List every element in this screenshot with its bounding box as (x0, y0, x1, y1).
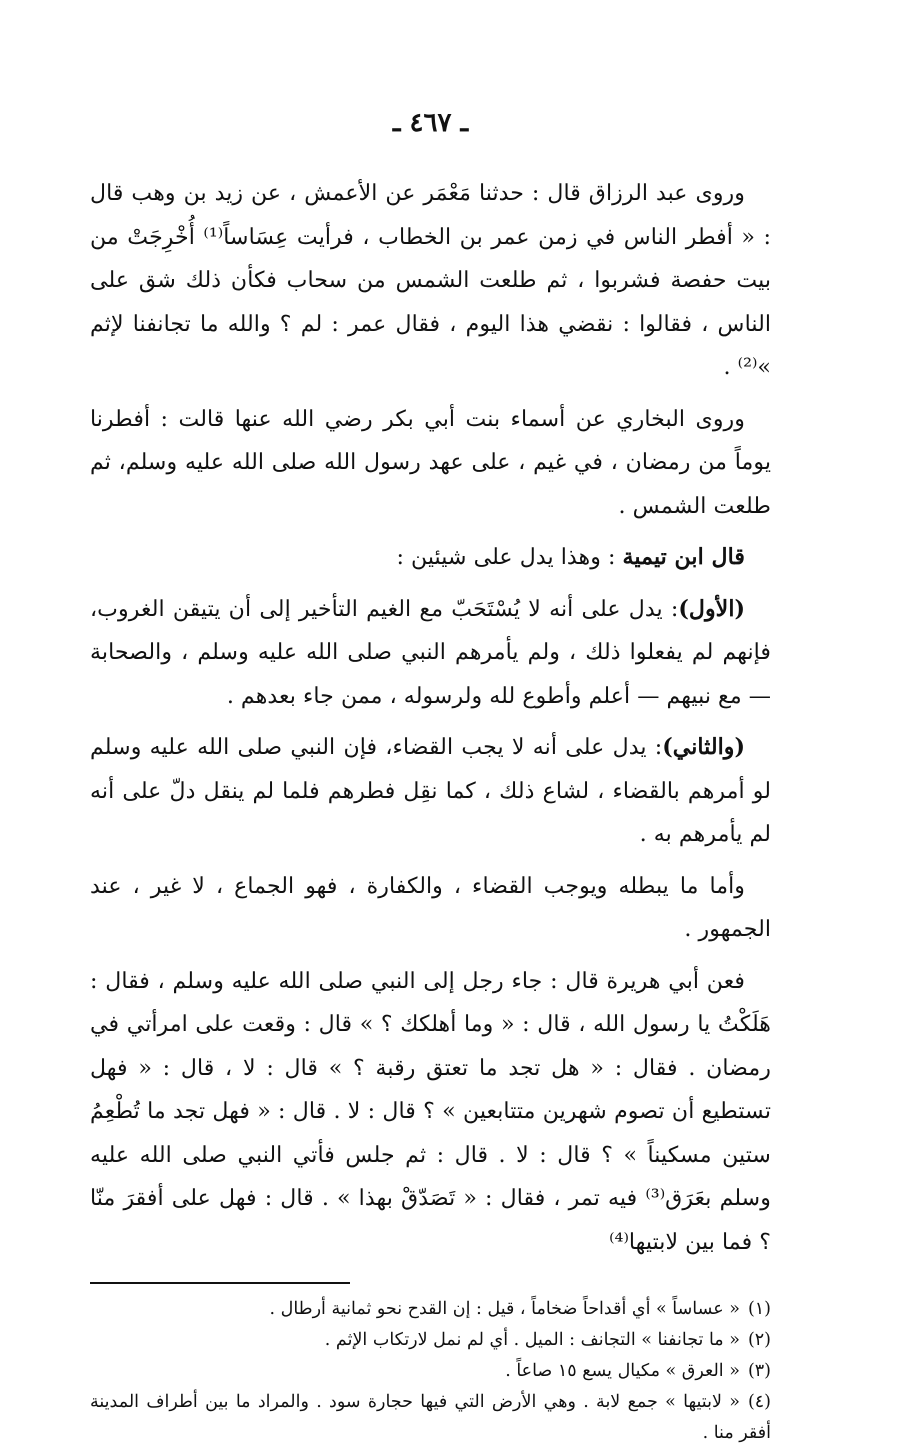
footnote-number: (٢) (747, 1330, 771, 1350)
footnote-number: (١) (747, 1299, 771, 1319)
paragraph-text: : يدل على أنه لا يجب القضاء، فإن النبي صلى الله عليه وسلم لو أمرهم بالقضاء ، لشاع ذلك ، كما نقِل فطرهم فلما لم ينقل دلّ على أنه لم يأمرهم به . (90, 734, 771, 847)
paragraph-abu-hurairah (90, 960, 771, 1265)
paragraph-text: وروى البخاري عن أسماء بنت أبي بكر رضي الله عنها قالت : أفطرنا يوماً من رمضان ، في غيم ، على عهد رسول الله صلى الله عليه وسلم، ثم طلعت الشمس . (90, 405, 771, 519)
paragraph-lead: (والثاني) (662, 734, 745, 760)
paragraph-jima (90, 865, 771, 952)
footnote-3 (90, 1356, 771, 1387)
footnote-text: « لابتيها » جمع لابة . وهي الأرض التي فيها حجارة سود . والمراد ما بين أطراف المدينة أفقر منا . (90, 1392, 771, 1443)
footnote-2 (90, 1325, 771, 1356)
paragraph-text: فعن أبي هريرة قال : جاء رجل إلى النبي صلى الله عليه وسلم ، فقال : هَلَكْتُ يا رسول الله ، قال : « وما أهلكك ؟ » قال : وقعت على امرأتي في رمضان . فقال : « هل تجد ما تعتق رقبة ؟ » قال : لا ، قال : « فهل تستطيع أن تصوم شهرين متتابعين » ؟ قال : لا . قال : « فهل تجد ما تُطْعِمُ ستين مسكيناً » ؟ قال : لا . قال : ثم جلس فأتي النبي صلى الله عليه وسلم بعَرَق⁽³⁾ فيه تمر ، فقال : « تَصَدّقْ بهذا » . قال : فهل على أفقرَ منّا ؟ فما بين لابتيها⁽⁴⁾ (90, 967, 771, 1255)
paragraph-text: : يدل على أنه لا يُسْتَحَبّ مع الغيم التأخير إلى أن يتيقن الغروب، فإنهم لم يفعلوا ذلك ، ولم يأمرهم النبي صلى الله عليه وسلم ، والصحابة — مع نبيهم — أعلم وأطوع لله ولرسوله ، ممن جاء بعدهم . (90, 595, 771, 709)
paragraph-first-point (90, 588, 771, 719)
paragraph-bukhari (90, 398, 771, 529)
paragraph-ibn-taymiyyah (90, 536, 771, 580)
footnote-text: « العرق » مكيال يسع ١٥ صاعاً . (505, 1361, 740, 1381)
paragraph-text: وروى عبد الرزاق قال : حدثنا مَعْمَر عن الأعمش ، عن زيد بن وهب قال : « أفطر الناس في زمن عمر بن الخطاب ، فرأيت عِسَاساً⁽¹⁾ أُخْرِجَتْ من بيت حفصة فشربوا ، ثم طلعت الشمس من سحاب فكأن ذلك شق على الناس ، فقالوا : نقضي هذا اليوم ، فقال عمر : لم ؟ والله ما تجانفنا لإثم »⁽²⁾ . (90, 180, 771, 380)
footnote-number: (٤) (747, 1392, 771, 1412)
footnote-number: (٣) (747, 1361, 771, 1381)
footnote-4 (90, 1387, 771, 1449)
footnote-divider (90, 1282, 350, 1284)
paragraph-second-point (90, 726, 771, 857)
page-number: ـ ٤٦٧ ـ (392, 108, 469, 138)
paragraph-lead: قال ابن تيمية (622, 544, 745, 570)
paragraph-abdulrazzaq (90, 172, 771, 390)
paragraph-text: : وهذا يدل على شيئين : (396, 544, 623, 570)
footnote-text: « عساساً » أي أقداحاً ضخاماً ، قيل : إن القدح نحو ثمانية أرطال . (269, 1299, 740, 1319)
footnote-1 (90, 1294, 771, 1325)
footnote-text: « ما تجانفنا » التجانف : الميل . أي لم نمل لارتكاب الإثم . (324, 1330, 740, 1350)
paragraph-lead: (الأول) (678, 595, 745, 622)
paragraph-text: وأما ما يبطله ويوجب القضاء ، والكفارة ، فهو الجماع ، لا غير ، عند الجمهور . (90, 872, 771, 942)
